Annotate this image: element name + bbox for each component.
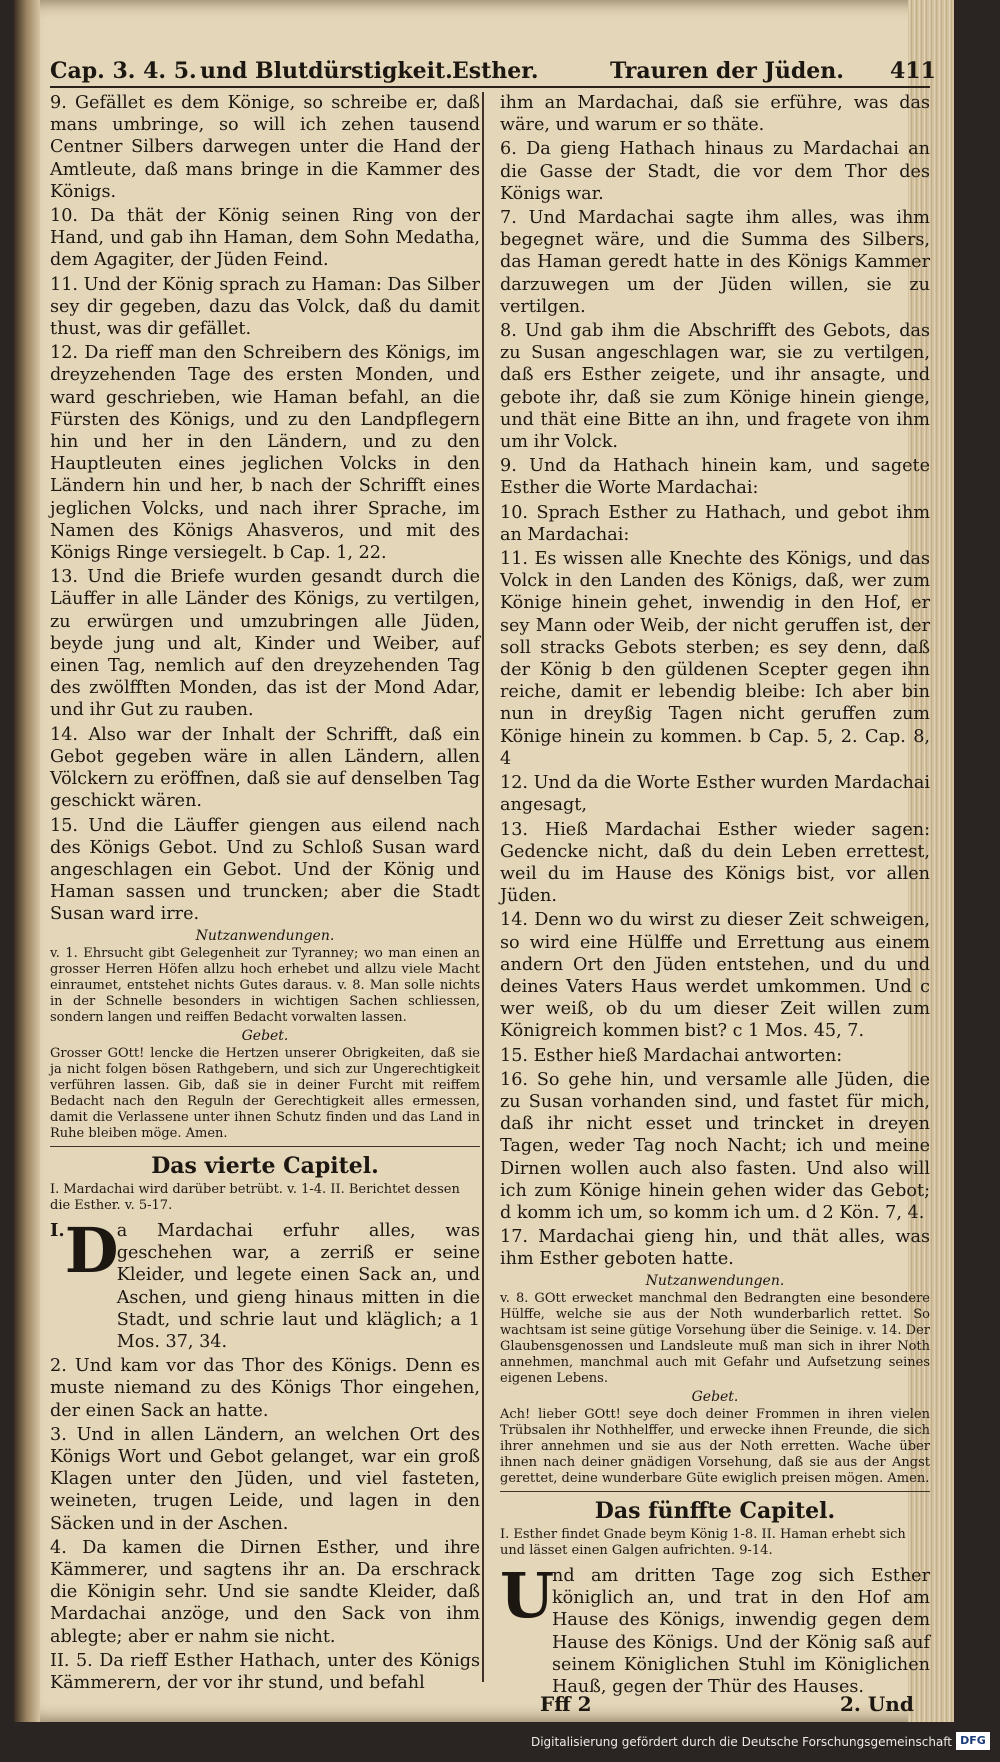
left-column xyxy=(50,92,480,1694)
section-rule xyxy=(500,1491,930,1493)
roman-numeral: I. xyxy=(50,1220,65,1242)
verse: 13. Hieß Mardachai Esther wieder sagen: Gedencke nicht, daß du dein Leben errettest, weil du im Hause des Königs bist, vor allen Jüden. xyxy=(500,819,930,907)
verse: 13. Und die Briefe wurden gesandt durch die Läuffer in alle Länder des Königs, zu vertilgen, zu erwürgen und umzubringen alle Jüden, beyde jung und alt, Kinder und Weiber, auf einen Tag, nemlich auf den dreyzehenden Tag des zwölfften Monden, das ist der Mond Adar, und ihr Gut zu rauben. xyxy=(50,567,480,721)
verse: 12. Und da die Worte Esther wurden Mardachai angesagt, xyxy=(500,773,930,816)
chapter-opening xyxy=(50,1214,480,1355)
verse: 12. Da rieff man den Schreibern des Königs, im dreyzehenden Tage des ersten Monden, und ward geschrieben, wie Haman befahl, an die Fürsten des Königs, und zu den Landpflegern hin und her in den Ländern, und zu den Hauptleuten eines jeglichen Volcks in den Ländern hin und her, b nach der Schrifft eines jeglichen Volcks, und nach ihrer Sprache, im Namen des Königs Ahasveros, und mit des Königs Ringe versiegelt. b Cap. 1, 22. xyxy=(50,343,480,564)
book-page xyxy=(14,0,954,1722)
notes-text: v. 8. GOtt erwecket manchmal den Bedrangten eine besondere Hülffe, welche sie aus der Noth wunderbarlich rettet. So wachtsam ist seine gütige Vorsehung über die Seinige. v. 14. Der Glaubensgenossen und Landsleute muß man sich in ihrer Noth annehmen, manchmal auch mit Gefahr und Aufsetzung seines eigenen Lebens. xyxy=(500,1290,930,1386)
verse: 7. Und Mardachai sagte ihm alles, was ihm begegnet wäre, und die Summa des Silbers, das Haman geredt hatte in des Königs Kammer darzuwegen um der Jüden willen, sie zu vertilgen. xyxy=(500,208,930,317)
verse: 15. Und die Läuffer giengen aus eilend nach des Königs Gebot. Und zu Schloß Susan ward angeschlagen ein Gebot. Und der König und Haman sassen und truncken; aber die Stadt Susan ward irre. xyxy=(50,815,480,925)
chapter-summary: I. Mardachai wird darüber betrübt. v. 1-4. II. Berichtet dessen die Esther. v. 5-17. xyxy=(50,1182,460,1214)
section-rule xyxy=(50,1146,480,1148)
chapter-summary: I. Esther findet Gnade beym König 1-8. II. Haman erhebt sich und lässet einen Galgen aufrichten. 9-14. xyxy=(500,1527,906,1559)
verse: 10. Da thät der König seinen Ring von der Hand, und gab ihn Haman, dem Sohn Medatha, dem Agagiter, der Jüden Feind. xyxy=(50,206,480,271)
verse: 2. Und kam vor das Thor des Königs. Denn es muste niemand zu des Königs Thor eingehen, der einen Sack an hatte. xyxy=(50,1356,480,1421)
verse: 16. So gehe hin, und versamle alle Jüden, die zu Susan vorhanden sind, und fastet für mich, daß ihr nicht esset und trincket in dreyen Tagen, weder Tag noch Nacht; ich und meine Dirnen wollen auch also fasten. Und also will ich zum Könige hinein gehen wider das Gebot; d komm ich um, so komm ich um. d 2 Kön. 7, 4. xyxy=(500,1069,930,1223)
verse: 17. Mardachai gieng hin, und thät alles, was ihm Esther geboten hatte. xyxy=(500,1227,930,1270)
right-column xyxy=(500,92,930,1698)
left-verses-bottom xyxy=(50,1355,480,1694)
verse: 9. Und da Hathach hinein kam, und sagete Esther die Worte Mardachai: xyxy=(500,456,930,499)
verse: 3. Und in allen Ländern, an welchen Ort des Königs Wort und Gebot gelanget, war ein groß Klagen unter den Jüden, und viel fasteten, weineten, trugen Leide, und lagen in den Säcken und in der Aschen. xyxy=(50,1424,480,1534)
verse: ihm an Mardachai, daß sie erführe, was das wäre, und warum er so thäte. xyxy=(500,93,930,136)
chapter-opening xyxy=(500,1559,930,1700)
header-rule xyxy=(50,86,930,88)
prayer-text: Grosser GOtt! lencke die Hertzen unserer Obrigkeiten, daß sie ja nicht folgen bösen Rathgebern, und sich zur Ungerechtigkeit verführen lassen. Gib, daß sie in deiner Furcht mit reiffem Bedacht nach den Reguln der Gerechtigkeit alles ermessen, damit die Verlassene unter ihnen Schutz finden und das Land in Ruhe bleiben möge. Amen. xyxy=(50,1045,480,1141)
page-number: 411 xyxy=(890,58,936,84)
verse-text: a Mardachai erfuhr alles, was geschehen war, a zerriß er seine Kleider, und legete einen Sack an, und Aschen, und gieng hinaus mitten in die Stadt, und schrie laut und kläglich; a 1 Mos. 37, 34. xyxy=(116,1221,480,1353)
verse: 10. Sprach Esther zu Hathach, und gebot ihm an Mardachai: xyxy=(500,502,930,545)
digitization-credit: Digitalisierung gefördert durch die Deutsche Forschungsgemeinschaft xyxy=(530,1735,952,1749)
verse: 9. Gefället es dem Könige, so schreibe er, daß mans umbringe, so will ich zehen tausend Centner Silbers darwegen unter die Hand der Amtleute, daß mans bringe in die Kammer des Königs. xyxy=(50,93,480,202)
verse-text: nd am dritten Tage zog sich Esther königlich an, und trat in den Hof am Hause des Königs, inwendig gegen dem Hause des Königs. Und der König saß auf seinem Königlichen Stuhl im Königlichen Hauß, gegen der Thür des Hauses. xyxy=(552,1566,930,1698)
drop-cap: D xyxy=(64,1214,119,1288)
dfg-logo: DFG xyxy=(956,1732,990,1750)
chapter-title: Das fünffte Capitel. xyxy=(594,1498,836,1525)
verse: 11. Es wissen alle Knechte des Königs, und das Volck in den Landen des Königs, daß, wer zum Könige hinein gehet, inwendig in den Hof, er sey Mann oder Weib, der nicht geruffen ist, der soll stracks Gebots sterben; es sey denn, daß der König b den güldenen Scepter gegen ihn reiche, damit er lebendig bleibe: Ich aber bin nun in dreyßig Tagen nicht geruffen zum Könige hinein zu kommen. b Cap. 5, 2. Cap. 8, 4 xyxy=(500,549,930,769)
drop-cap: U xyxy=(500,1559,555,1633)
catchword: 2. Und xyxy=(840,1692,914,1716)
header-left-title: und Blutdürstigkeit. xyxy=(200,58,453,84)
right-verses xyxy=(500,92,930,1271)
header-chapters: Cap. 3. 4. 5. xyxy=(50,58,197,84)
notes-text: v. 1. Ehrsucht gibt Gelegenheit zur Tyranney; wo man einen an grosser Herren Höfen allzu hoch erhebet und allzu viele Macht einraumet, entstehet nichts Gutes daraus. v. 8. Man solle nichts in der Schnelle besonders in wichtigen Sachen schliessen, sondern langen und reiffen Bedacht vorwalten lassen. xyxy=(50,945,480,1025)
prayer-text: Ach! lieber GOtt! seye doch deiner Frommen in ihren vielen Trübsalen ihr Nothhelffer, und erwecke ihnen Freunde, die sich ihrer annehmen und sie aus der Noth erretten. Wache über ihnen nach deiner gnädigen Vorsehung, daß sie aus der Angst gerettet, deine wunderbare Güte ewiglich preisen mögen. Amen. xyxy=(500,1406,930,1486)
prayer-heading: Gebet. xyxy=(691,1388,739,1405)
verse: 14. Also war der Inhalt der Schrifft, daß ein Gebot gegeben wäre in allen Ländern, allen Völckern zu eröffnen, daß sie auf denselben Tag geschickt wären. xyxy=(50,724,480,812)
page-footer xyxy=(50,1692,930,1720)
verse: 8. Und gab ihm die Abschrifft des Gebots, das zu Susan angeschlagen war, sie zu vertilgen, daß ers Esther zeigete, und ihr ansagte, und gebote ihr, daß sie zum Könige hinein gienge, und thät eine Bitte an ihn, und fragete von ihm um ihr Volck. xyxy=(500,321,930,453)
verse: 4. Da kamen die Dirnen Esther, und ihre Kämmerer, und sagtens ihr an. Da erschrack die Königin sehr. Und sie sandte Kleider, daß Mardachai anzöge, und den Sack von ihm ablegte; aber er nahm sie nicht. xyxy=(50,1537,480,1647)
verse: 15. Esther hieß Mardachai antworten: xyxy=(500,1045,843,1066)
page-gutter xyxy=(14,0,40,1722)
signature-mark: Fff 2 xyxy=(540,1692,592,1716)
chapter-title: Das vierte Capitel. xyxy=(151,1153,379,1180)
prayer-heading: Gebet. xyxy=(241,1027,289,1044)
notes-heading: Nutzanwendungen. xyxy=(195,927,335,944)
verse: 11. Und der König sprach zu Haman: Das Silber sey dir gegeben, dazu das Volck, daß du damit thust, was dir gefället. xyxy=(50,274,480,340)
left-verses-top xyxy=(50,92,480,926)
verse: II. 5. Da rieff Esther Hathach, unter des Königs Kämmerern, der vor ihr stund, und befahl xyxy=(50,1650,480,1694)
column-divider xyxy=(482,92,484,1682)
header-book: Esther. xyxy=(452,58,539,84)
verse: 6. Da gieng Hathach hinaus zu Mardachai an die Gasse der Stadt, die vor dem Thor des Königs war. xyxy=(500,139,930,204)
verse: 14. Denn wo du wirst zu dieser Zeit schweigen, so wird eine Hülffe und Errettung aus einem andern Ort den Jüden entstehen, und du und deines Vaters Haus werdet umkommen. Und c wer weiß, ob du um dieser Zeit willen zum Königreich kommen bist? c 1 Mos. 45, 7. xyxy=(500,910,930,1042)
notes-heading: Nutzanwendungen. xyxy=(645,1272,785,1289)
header-right-title: Trauren der Jüden. xyxy=(610,58,844,84)
